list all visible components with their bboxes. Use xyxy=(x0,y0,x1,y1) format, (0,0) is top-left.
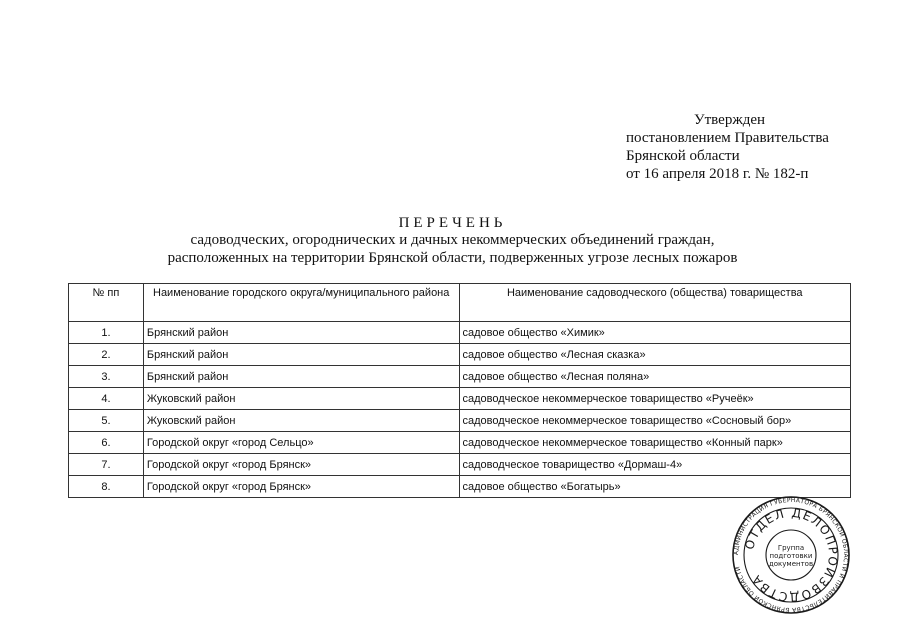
societies-table xyxy=(68,283,851,498)
department-stamp xyxy=(731,495,851,615)
table-row xyxy=(69,454,851,476)
document-title: ПЕРЕЧЕНЬ xyxy=(398,215,507,231)
stamp-center-line-1: Группа xyxy=(777,544,805,552)
approval-line-4: от 16 апреля 2018 г. № 182-п xyxy=(626,166,809,182)
header-number: № пп xyxy=(69,284,144,322)
row-district: Городской округ «город Брянск» xyxy=(143,454,459,476)
row-society: садовое общество «Лесная сказка» xyxy=(459,344,851,366)
row-society: садоводческое некоммерческое товарищество «Ручеёк» xyxy=(459,388,851,410)
row-district: Брянский район xyxy=(143,322,459,344)
row-district: Городской округ «город Сельцо» xyxy=(143,432,459,454)
row-number: 6. xyxy=(69,432,144,454)
row-number: 7. xyxy=(69,454,144,476)
row-number: 5. xyxy=(69,410,144,432)
row-number: 4. xyxy=(69,388,144,410)
table-row xyxy=(69,432,851,454)
row-society: садоводческое товарищество «Дормаш-4» xyxy=(459,454,851,476)
row-district: Брянский район xyxy=(143,366,459,388)
row-district: Городской округ «город Брянск» xyxy=(143,476,459,498)
table-row xyxy=(69,410,851,432)
document-subtitle-line-2: расположенных на территории Брянской области, подверженных угрозе лесных пожаров xyxy=(167,250,738,266)
row-district: Брянский район xyxy=(143,344,459,366)
stamp-center-line-3: документов xyxy=(768,560,814,568)
table-row xyxy=(69,322,851,344)
row-number: 1. xyxy=(69,322,144,344)
header-society: Наименование садоводческого (общества) товарищества xyxy=(459,284,851,322)
row-district: Жуковский район xyxy=(143,410,459,432)
approval-line-1: Утвержден xyxy=(694,112,766,128)
row-society: садовое общество «Богатырь» xyxy=(459,476,851,498)
row-society: садоводческое некоммерческое товарищество «Конный парк» xyxy=(459,432,851,454)
row-society: садоводческое некоммерческое товарищество «Сосновый бор» xyxy=(459,410,851,432)
stamp-ring-text: ОТДЕЛ ДЕЛОПРОИЗВОДСТВА xyxy=(742,505,841,605)
row-society: садовое общество «Лесная поляна» xyxy=(459,366,851,388)
row-number: 2. xyxy=(69,344,144,366)
table-row xyxy=(69,388,851,410)
table-header-row xyxy=(69,284,851,322)
row-society: садовое общество «Химик» xyxy=(459,322,851,344)
approval-line-2: постановлением Правительства xyxy=(626,130,829,146)
row-district: Жуковский район xyxy=(143,388,459,410)
stamp-outer-text: АДМИНИСТРАЦИЯ ГУБЕРНАТОРА БРЯНСКОЙ ОБЛАСТИ И ПРАВИТЕЛЬСТВА БРЯНСКОЙ ОБЛАСТИ xyxy=(732,496,850,614)
stamp-center-line-2: подготовки xyxy=(769,552,813,560)
row-number: 3. xyxy=(69,366,144,388)
row-number: 8. xyxy=(69,476,144,498)
document-subtitle-line-1: садоводческих, огороднических и дачных некоммерческих объединений граждан, xyxy=(190,232,715,248)
approval-line-3: Брянской области xyxy=(626,148,740,164)
table-row xyxy=(69,366,851,388)
approval-block xyxy=(626,111,829,183)
table-row xyxy=(69,344,851,366)
header-district: Наименование городского округа/муниципального района xyxy=(143,284,459,322)
